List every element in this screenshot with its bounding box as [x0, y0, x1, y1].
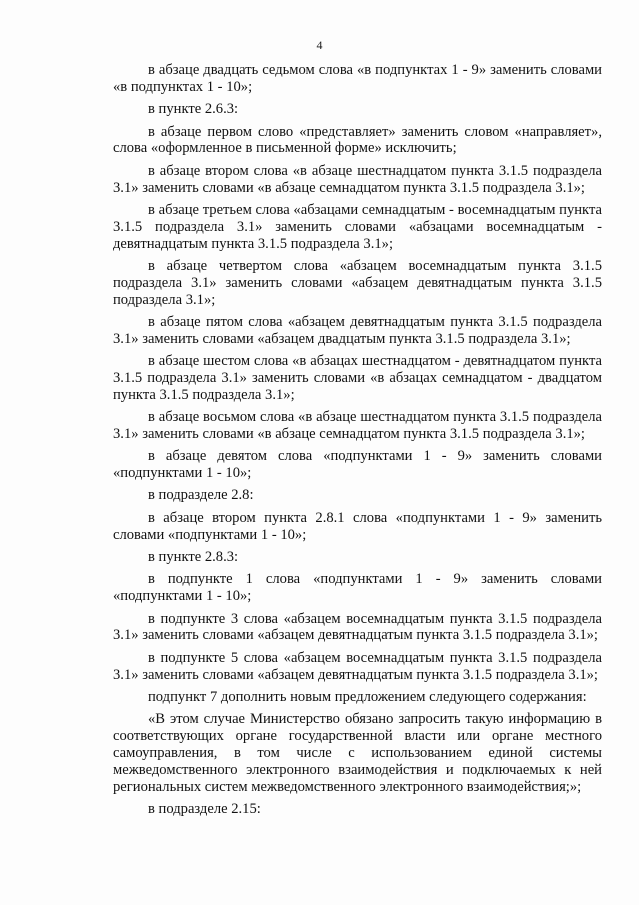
paragraph: в пункте 2.8.3:: [148, 549, 239, 566]
paragraph: в абзаце втором слова «в абзаце шестнадцатом пункта 3.1.5 подраздела 3.1» заменить словами «в абзаце семнадцатом пункта 3.1.5 подраздела 3.1»;: [113, 162, 602, 196]
paragraph: в подпункте 5 слова «абзацем восемнадцатым пункта 3.1.5 подраздела 3.1» заменить словами «абзацем девятнадцатым пункта 3.1.5 подраздела 3.1»;: [113, 649, 602, 683]
document-body: [113, 62, 602, 818]
paragraph: в абзаце шестом слова «в абзацах шестнадцатом - девятнадцатом пункта 3.1.5 подраздела 3.1» заменить словами «в абзацах семнадцатом - двадцатом пункта 3.1.5 подраздела 3.1»;: [113, 353, 602, 403]
paragraph: в подразделе 2.8:: [148, 487, 254, 504]
quoted-paragraph: «В этом случае Министерство обязано запросить такую информацию в соответствующих органе государственной власти или органе местного самоуправления, в том числе с использованием единой системы межведомственного электронного взаимодействия и подключаемых к ней региональных систем межведомственного электронного взаимодействия;»;: [113, 711, 602, 795]
paragraph: в абзаце восьмом слова «в абзаце шестнадцатом пункта 3.1.5 подраздела 3.1» заменить словами «в абзаце семнадцатом пункта 3.1.5 подраздела 3.1»;: [113, 409, 602, 442]
paragraph: в подразделе 2.15:: [148, 800, 261, 817]
page-number: 4: [316, 38, 323, 52]
paragraph: в абзаце девятом слова «подпунктами 1 - 9» заменить словами «подпунктами 1 - 10»;: [113, 448, 602, 482]
paragraph: в абзаце двадцать седьмом слова «в подпунктах 1 - 9» заменить словами «в подпунктах 1 - 10»;: [113, 62, 602, 95]
paragraph: в абзаце третьем слова «абзацами семнадцатым - восемнадцатым пункта 3.1.5 подраздела 3.1» заменить словами «абзацами восемнадцатым - девятнадцатым пункта 3.1.5 подраздела 3.1»;: [113, 201, 602, 252]
paragraph: в подпункте 1 слова «подпунктами 1 - 9» заменить словами «подпунктами 1 - 10»;: [113, 571, 602, 605]
paragraph: в абзаце первом слово «представляет» заменить словом «направляет», слова «оформленное в письменной форме» исключить;: [113, 123, 602, 157]
paragraph: подпункт 7 дополнить новым предложением следующего содержания:: [148, 689, 587, 705]
paragraph: в пункте 2.6.3:: [148, 101, 239, 118]
paragraph: в подпункте 3 слова «абзацем восемнадцатым пункта 3.1.5 подраздела 3.1» заменить словами «абзацем девятнадцатым пункта 3.1.5 подраздела 3.1»;: [113, 610, 602, 644]
paragraph: в абзаце пятом слова «абзацем девятнадцатым пункта 3.1.5 подраздела 3.1» заменить словами «абзацем двадцатым пункта 3.1.5 подраздела 3.1»;: [113, 313, 602, 347]
paragraph: в абзаце четвертом слова «абзацем восемнадцатым пункта 3.1.5 подраздела 3.1» заменить словами «абзацем девятнадцатым пункта 3.1.5 подраздела 3.1»;: [113, 257, 602, 308]
paragraph: в абзаце втором пункта 2.8.1 слова «подпунктами 1 - 9» заменить словами «подпунктами 1 - 10»;: [113, 509, 602, 543]
